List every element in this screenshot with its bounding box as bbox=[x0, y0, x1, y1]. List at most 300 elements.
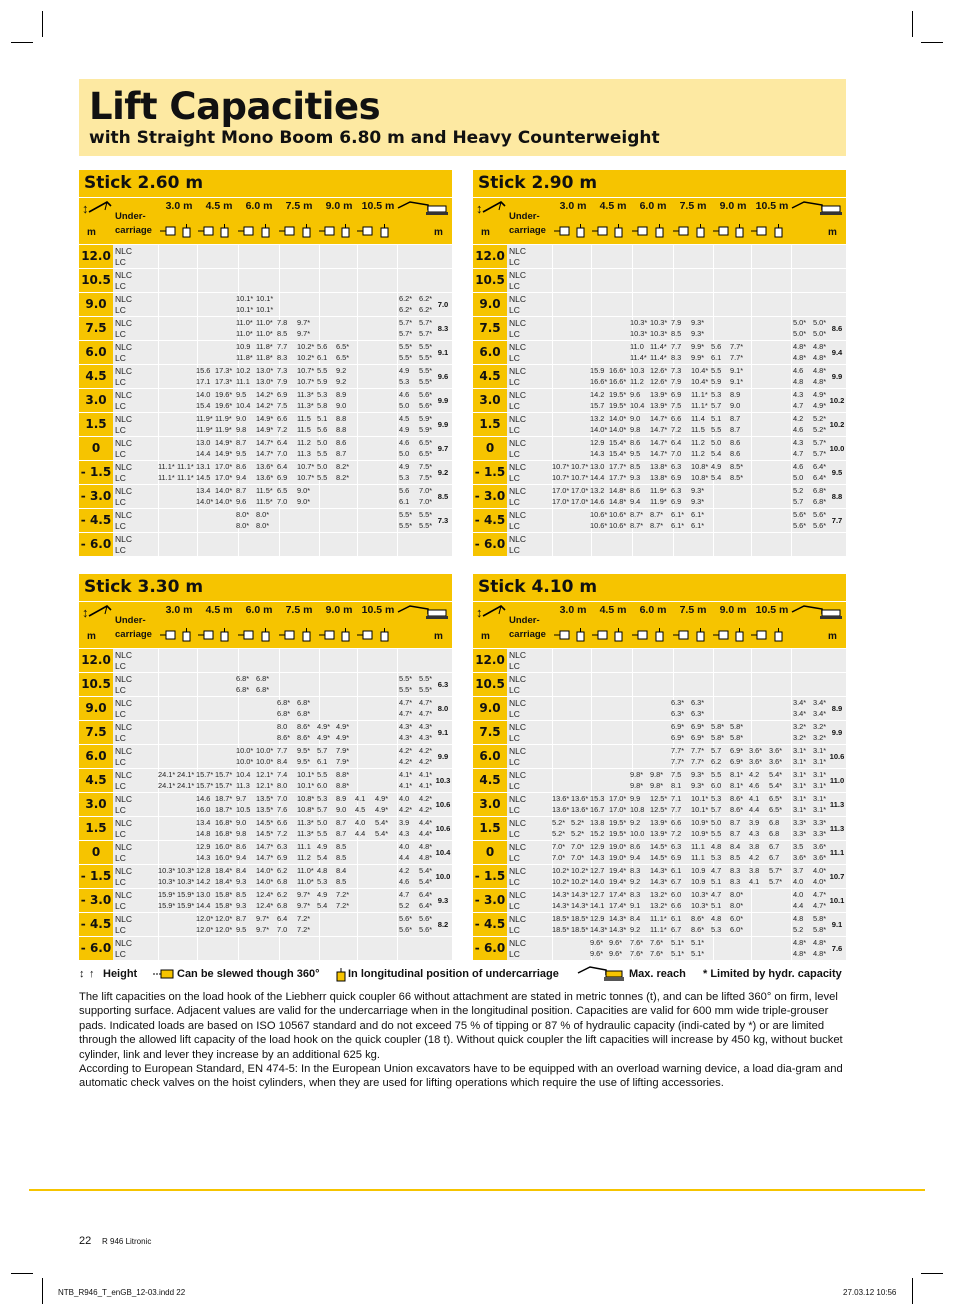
capacity-value: 9.5* bbox=[297, 757, 311, 766]
max-reach-capacity: 4.8* bbox=[419, 842, 433, 851]
max-reach-capacity: 5.5* bbox=[419, 342, 433, 351]
column-divider bbox=[397, 649, 398, 673]
max-reach-capacity: 3.5 bbox=[793, 842, 804, 851]
table-row bbox=[473, 292, 846, 316]
capacity-value: 11.8* bbox=[256, 342, 273, 351]
max-reach-capacity: 6.4* bbox=[419, 890, 433, 899]
capacity-value: 17.3* bbox=[215, 366, 233, 375]
column-divider bbox=[279, 509, 280, 533]
max-reach-capacity: 5.0* bbox=[813, 318, 827, 327]
unit-label: m bbox=[481, 227, 490, 238]
capacity-value: 5.7* bbox=[769, 866, 783, 875]
capacity-value: 15.4* bbox=[609, 438, 627, 447]
capacity-value: 10.1* bbox=[256, 294, 274, 303]
capacity-value: 7.0 bbox=[277, 794, 288, 803]
column-divider bbox=[357, 649, 358, 673]
capacity-value: 4.9* bbox=[317, 722, 331, 731]
capacity-value: 9.0* bbox=[297, 497, 311, 506]
radius-header: 7.5 m bbox=[679, 604, 707, 616]
max-reach-capacity: 4.7* bbox=[419, 698, 433, 707]
capacity-value: 6.3 bbox=[277, 842, 288, 851]
max-reach-capacity: 5.5* bbox=[399, 510, 413, 519]
capacity-value: 4.4 bbox=[355, 829, 366, 838]
capacity-value: 6.4 bbox=[277, 914, 288, 923]
column-divider bbox=[791, 485, 792, 509]
max-reach-capacity: 3.6* bbox=[813, 842, 827, 851]
max-reach-capacity: 5.6* bbox=[419, 390, 433, 399]
capacity-value: 7.7 bbox=[671, 342, 682, 351]
column-divider bbox=[197, 341, 198, 365]
max-reach-value: 10.3 bbox=[435, 776, 451, 785]
max-reach-value: 8.2 bbox=[437, 920, 449, 929]
table-row bbox=[79, 936, 452, 960]
radius-header: 10.5 m bbox=[361, 604, 395, 616]
column-divider bbox=[552, 769, 553, 793]
capacity-value: 14.3* bbox=[650, 866, 668, 875]
capacity-value: 9.6* bbox=[590, 949, 604, 958]
column-divider bbox=[397, 889, 398, 913]
undercarriage-label-line1: Under- bbox=[509, 211, 540, 222]
column-divider bbox=[319, 533, 320, 557]
capacity-value: 14.4 bbox=[196, 449, 211, 458]
column-divider bbox=[158, 317, 159, 341]
capacity-value: 7.6 bbox=[277, 805, 288, 814]
capacity-value: 14.2* bbox=[256, 390, 274, 399]
capacity-value: 4.5 bbox=[355, 805, 366, 814]
height-value: - 6.0 bbox=[79, 533, 113, 556]
capacity-value: 5.5 bbox=[317, 770, 328, 779]
max-reach-capacity: 5.7* bbox=[419, 318, 433, 327]
capacity-value: 8.8* bbox=[336, 781, 350, 790]
capacity-value: 6.0* bbox=[730, 925, 744, 934]
undercarriage-nlc: NLC bbox=[509, 486, 527, 496]
capacity-value: 9.0 bbox=[630, 414, 641, 423]
capacity-value: 10.4* bbox=[691, 377, 709, 386]
capacity-value: 19.6* bbox=[215, 390, 233, 399]
capacity-value: 7.7* bbox=[671, 757, 685, 766]
max-reach-value: 11.0 bbox=[829, 776, 845, 785]
undercarriage-nlc: NLC bbox=[115, 722, 133, 732]
undercarriage-lc: LC bbox=[509, 709, 520, 719]
capacity-value: 5.1* bbox=[691, 938, 705, 947]
capacity-value: 11.8* bbox=[256, 353, 273, 362]
max-reach-capacity: 4.3 bbox=[793, 390, 804, 399]
column-divider bbox=[158, 509, 159, 533]
undercarriage-lc: LC bbox=[115, 353, 126, 363]
slew-icon bbox=[279, 628, 295, 642]
capacity-value: 18.5* bbox=[571, 925, 589, 934]
capacity-value: 9.1* bbox=[730, 366, 744, 375]
capacity-value: 13.6* bbox=[571, 805, 589, 814]
column-divider bbox=[791, 365, 792, 389]
height-value: - 3.0 bbox=[79, 889, 113, 912]
undercarriage-lc: LC bbox=[509, 497, 520, 507]
column-divider bbox=[279, 245, 280, 269]
max-reach-capacity: 3.3* bbox=[793, 829, 807, 838]
height-value: - 6.0 bbox=[473, 937, 507, 960]
capacity-value: 9.4 bbox=[236, 853, 247, 862]
max-reach-capacity: 5.9* bbox=[419, 414, 433, 423]
capacity-value: 10.4 bbox=[630, 401, 645, 410]
max-reach-capacity: 5.4* bbox=[419, 866, 433, 875]
column-divider bbox=[591, 721, 592, 745]
column-divider bbox=[791, 649, 792, 673]
column-divider bbox=[357, 413, 358, 437]
max-reach-value: 10.1 bbox=[829, 896, 845, 905]
capacity-value: 8.9 bbox=[336, 390, 347, 399]
capacity-value: 10.6* bbox=[609, 510, 627, 519]
undercarriage-lc: LC bbox=[509, 449, 520, 459]
capacity-value: 11.3 bbox=[236, 781, 250, 790]
height-value: 6.0 bbox=[79, 341, 113, 364]
column-divider bbox=[751, 365, 752, 389]
column-divider bbox=[552, 745, 553, 769]
max-reach-value bbox=[828, 293, 846, 317]
capacity-value: 11.0* bbox=[297, 877, 314, 886]
column-divider bbox=[673, 245, 674, 269]
max-reach-capacity: 4.8* bbox=[813, 342, 827, 351]
longitudinal-icon bbox=[771, 628, 787, 642]
table-row bbox=[473, 720, 846, 744]
column-divider bbox=[751, 697, 752, 721]
capacity-value: 14.7* bbox=[256, 842, 274, 851]
column-divider bbox=[158, 341, 159, 365]
capacity-value: 6.8 bbox=[769, 829, 780, 838]
capacity-value: 6.1 bbox=[317, 757, 328, 766]
column-divider bbox=[791, 389, 792, 413]
max-reach-capacity: 5.3 bbox=[399, 473, 410, 482]
capacity-value: 7.0 bbox=[277, 449, 288, 458]
capacity-value: 9.8 bbox=[236, 829, 247, 838]
max-reach-capacity: 7.0* bbox=[419, 497, 433, 506]
capacity-value: 14.9* bbox=[256, 414, 274, 423]
longitudinal-icon bbox=[336, 968, 346, 985]
capacity-value: 18.7* bbox=[215, 805, 233, 814]
capacity-value: 15.7* bbox=[215, 770, 233, 779]
column-divider bbox=[357, 269, 358, 293]
max-reach-capacity: 5.6* bbox=[813, 521, 827, 530]
max-reach-capacity: 4.9 bbox=[399, 366, 410, 375]
capacity-value: 9.4 bbox=[630, 853, 641, 862]
column-divider bbox=[751, 533, 752, 557]
capacity-value: 8.5 bbox=[630, 462, 641, 471]
capacity-value: 10.6* bbox=[609, 521, 627, 530]
undercarriage-lc: LC bbox=[115, 661, 126, 671]
column-divider bbox=[791, 533, 792, 557]
table-header bbox=[473, 198, 846, 244]
capacity-value: 14.0* bbox=[609, 425, 627, 434]
table-row bbox=[473, 436, 846, 460]
capacity-value: 8.1* bbox=[730, 770, 744, 779]
capacity-value: 15.4* bbox=[609, 449, 627, 458]
capacity-value: 14.0* bbox=[215, 486, 233, 495]
undercarriage-label bbox=[115, 210, 152, 238]
capacity-value: 5.5 bbox=[317, 366, 328, 375]
capacity-value: 17.0* bbox=[552, 486, 570, 495]
column-divider bbox=[751, 937, 752, 961]
crop-mark bbox=[42, 11, 43, 37]
max-reach-value: 9.5 bbox=[831, 468, 843, 477]
table-row bbox=[79, 864, 452, 888]
table-row bbox=[79, 484, 452, 508]
capacity-value: 4.1 bbox=[355, 794, 366, 803]
panel-title: Stick 3.30 m bbox=[79, 574, 452, 601]
max-reach-capacity: 4.8* bbox=[419, 853, 433, 862]
radius-header: 9.0 m bbox=[325, 200, 353, 212]
height-value: - 4.5 bbox=[79, 509, 113, 532]
max-reach-capacity: 4.0 bbox=[793, 877, 804, 886]
capacity-value: 14.7* bbox=[650, 438, 668, 447]
column-divider bbox=[632, 293, 633, 317]
longitudinal-icon bbox=[299, 628, 315, 642]
capacity-value: 17.7* bbox=[609, 473, 627, 482]
capacity-value: 8.7* bbox=[630, 521, 644, 530]
column-divider bbox=[591, 745, 592, 769]
capacity-value: 14.7* bbox=[650, 449, 668, 458]
max-reach-capacity: 5.5* bbox=[419, 674, 433, 683]
column-divider bbox=[197, 649, 198, 673]
max-reach-capacity: 4.4 bbox=[399, 853, 410, 862]
capacity-value: 5.4* bbox=[769, 770, 783, 779]
height-value: 3.0 bbox=[473, 793, 507, 816]
capacity-value: 13.0* bbox=[256, 377, 274, 386]
column-divider bbox=[552, 649, 553, 673]
capacity-value: 6.8* bbox=[256, 674, 270, 683]
capacity-value: 8.3 bbox=[277, 353, 288, 362]
max-reach-capacity: 5.6* bbox=[399, 925, 413, 934]
capacity-value: 5.1* bbox=[691, 949, 705, 958]
capacity-value: 10.7* bbox=[552, 473, 570, 482]
undercarriage-nlc: NLC bbox=[509, 746, 527, 756]
capacity-value: 5.1 bbox=[317, 414, 328, 423]
capacity-value: 6.3* bbox=[671, 698, 685, 707]
lift-table-panel bbox=[473, 574, 846, 960]
slew-icon bbox=[673, 628, 689, 642]
capacity-value: 13.9* bbox=[650, 829, 668, 838]
capacity-value: 24.1* bbox=[158, 781, 176, 790]
undercarriage-label-line2: carriage bbox=[115, 629, 152, 640]
undercarriage-lc: LC bbox=[509, 661, 520, 671]
undercarriage-lc: LC bbox=[115, 829, 126, 839]
capacity-value: 8.7 bbox=[236, 438, 247, 447]
column-divider bbox=[279, 937, 280, 961]
capacity-value: 10.0* bbox=[236, 746, 254, 755]
column-divider bbox=[197, 697, 198, 721]
longitudinal-icon bbox=[652, 224, 668, 238]
capacity-value: 9.0 bbox=[236, 818, 247, 827]
capacity-value: 9.2 bbox=[630, 818, 641, 827]
max-reach-capacity: 5.2 bbox=[793, 925, 804, 934]
capacity-value: 6.6 bbox=[671, 414, 682, 423]
slew-icon bbox=[751, 628, 767, 642]
max-reach-capacity: 3.1* bbox=[793, 781, 807, 790]
max-reach-capacity: 5.7* bbox=[399, 318, 413, 327]
undercarriage-label-line2: carriage bbox=[509, 629, 546, 640]
capacity-value: 6.9* bbox=[671, 733, 685, 742]
undercarriage-label-line2: carriage bbox=[115, 225, 152, 236]
capacity-value: 13.6* bbox=[552, 794, 570, 803]
radius-header: 3.0 m bbox=[165, 604, 193, 616]
capacity-value: 14.3* bbox=[571, 901, 589, 910]
capacity-value: 8.6* bbox=[297, 733, 311, 742]
slew-icon bbox=[160, 224, 176, 238]
column-divider bbox=[238, 697, 239, 721]
column-divider bbox=[713, 937, 714, 961]
max-reach-value: 9.7 bbox=[437, 444, 449, 453]
slew-icon bbox=[198, 628, 214, 642]
capacity-value: 9.5 bbox=[236, 390, 247, 399]
capacity-value: 5.4 bbox=[317, 853, 328, 862]
capacity-value: 5.1 bbox=[711, 901, 722, 910]
column-divider bbox=[397, 937, 398, 961]
capacity-value: 5.4* bbox=[769, 781, 783, 790]
capacity-value: 8.0 bbox=[277, 781, 288, 790]
column-divider bbox=[357, 341, 358, 365]
column-divider bbox=[397, 461, 398, 485]
column-divider bbox=[713, 293, 714, 317]
max-reach-value: 9.1 bbox=[437, 728, 449, 737]
longitudinal-icon bbox=[377, 628, 393, 642]
table-row bbox=[473, 936, 846, 960]
column-divider bbox=[319, 317, 320, 341]
undercarriage-lc: LC bbox=[509, 377, 520, 387]
max-reach-capacity: 6.4* bbox=[813, 462, 827, 471]
capacity-value: 8.9 bbox=[730, 390, 741, 399]
column-divider bbox=[158, 649, 159, 673]
capacity-value: 8.7* bbox=[650, 510, 664, 519]
capacity-value: 7.9* bbox=[336, 757, 350, 766]
column-divider bbox=[552, 269, 553, 293]
column-divider bbox=[751, 913, 752, 937]
height-value: 4.5 bbox=[79, 365, 113, 388]
longitudinal-icon bbox=[732, 628, 748, 642]
capacity-value: 11.5 bbox=[691, 425, 705, 434]
capacity-value: 9.3* bbox=[691, 770, 705, 779]
capacity-value: 8.6 bbox=[336, 438, 347, 447]
capacity-value: 13.1 bbox=[196, 462, 211, 471]
capacity-value: 5.0 bbox=[711, 438, 722, 447]
capacity-value: 10.3* bbox=[158, 877, 176, 886]
max-reach-capacity: 5.0* bbox=[813, 329, 827, 338]
undercarriage-lc: LC bbox=[509, 829, 520, 839]
max-reach-capacity: 5.5* bbox=[419, 685, 433, 694]
undercarriage-lc: LC bbox=[115, 449, 126, 459]
max-reach-capacity: 5.2* bbox=[813, 425, 827, 434]
column-divider bbox=[158, 365, 159, 389]
capacity-value: 4.8 bbox=[317, 866, 328, 875]
column-divider bbox=[791, 721, 792, 745]
undercarriage-nlc: NLC bbox=[509, 842, 527, 852]
column-divider bbox=[319, 937, 320, 961]
column-divider bbox=[552, 437, 553, 461]
table-row bbox=[473, 244, 846, 268]
capacity-value: 7.2 bbox=[671, 829, 682, 838]
capacity-value: 6.6 bbox=[277, 818, 288, 827]
table-body bbox=[79, 244, 452, 556]
max-reach-capacity: 3.4* bbox=[793, 709, 807, 718]
column-divider bbox=[552, 341, 553, 365]
capacity-value: 13.0 bbox=[196, 438, 211, 447]
capacity-value: 14.0* bbox=[256, 877, 274, 886]
column-divider bbox=[197, 533, 198, 557]
capacity-value: 13.6* bbox=[256, 473, 274, 482]
column-divider bbox=[357, 293, 358, 317]
max-reach-capacity: 6.2* bbox=[399, 294, 413, 303]
capacity-value: 11.4* bbox=[650, 342, 667, 351]
capacity-value: 14.3* bbox=[609, 914, 627, 923]
column-divider bbox=[197, 937, 198, 961]
legend-longitudinal: In longitudinal position of undercarriage bbox=[348, 968, 559, 980]
capacity-value: 9.6 bbox=[630, 390, 641, 399]
table-row bbox=[79, 412, 452, 436]
column-divider bbox=[158, 245, 159, 269]
capacity-value: 8.2* bbox=[336, 462, 350, 471]
table-row bbox=[79, 696, 452, 720]
capacity-value: 10.4 bbox=[236, 401, 251, 410]
capacity-value: 16.8* bbox=[215, 829, 233, 838]
capacity-value: 17.0* bbox=[609, 805, 627, 814]
capacity-value: 8.5 bbox=[336, 842, 347, 851]
max-reach-capacity: 4.0* bbox=[813, 877, 827, 886]
capacity-value: 6.8* bbox=[236, 685, 250, 694]
capacity-value: 8.7* bbox=[650, 521, 664, 530]
slew-icon bbox=[751, 224, 767, 238]
undercarriage-nlc: NLC bbox=[509, 674, 527, 684]
column-divider bbox=[397, 721, 398, 745]
capacity-value: 8.6* bbox=[691, 914, 705, 923]
column-divider bbox=[397, 317, 398, 341]
max-reach-capacity: 3.4* bbox=[813, 698, 827, 707]
column-divider bbox=[791, 437, 792, 461]
undercarriage-lc: LC bbox=[115, 401, 126, 411]
page-subtitle: with Straight Mono Boom 6.80 m and Heavy Counterweight bbox=[89, 128, 660, 148]
capacity-value: 4.2 bbox=[749, 770, 760, 779]
column-divider bbox=[158, 793, 159, 817]
capacity-value: 18.4* bbox=[215, 866, 233, 875]
undercarriage-nlc: NLC bbox=[115, 246, 133, 256]
capacity-value: 6.9* bbox=[691, 733, 705, 742]
capacity-value: 16.0 bbox=[196, 805, 211, 814]
capacity-value: 5.5 bbox=[711, 829, 722, 838]
max-reach-capacity: 3.2* bbox=[813, 733, 827, 742]
capacity-value: 15.9* bbox=[158, 890, 176, 899]
capacity-value: 5.4 bbox=[317, 901, 328, 910]
table-row bbox=[79, 364, 452, 388]
column-divider bbox=[791, 769, 792, 793]
excavator-reach-icon bbox=[576, 964, 626, 985]
capacity-value: 4.7 bbox=[711, 890, 722, 899]
capacity-value: 24.1* bbox=[158, 770, 176, 779]
column-divider bbox=[552, 317, 553, 341]
legend-max-reach: Max. reach bbox=[629, 968, 686, 980]
longitudinal-icon bbox=[377, 224, 393, 238]
capacity-value: 8.7 bbox=[336, 829, 347, 838]
capacity-value: 14.3 bbox=[196, 853, 211, 862]
capacity-value: 14.5* bbox=[256, 829, 274, 838]
max-reach-capacity: 5.2 bbox=[399, 901, 410, 910]
capacity-value: 14.3* bbox=[552, 901, 570, 910]
capacity-value: 10.3* bbox=[177, 866, 195, 875]
capacity-value: 5.0 bbox=[711, 818, 722, 827]
capacity-value: 4.0 bbox=[355, 818, 366, 827]
capacity-value: 9.2 bbox=[630, 877, 641, 886]
max-reach-capacity: 6.2* bbox=[399, 305, 413, 314]
capacity-value: 14.5* bbox=[650, 842, 668, 851]
max-reach-capacity: 5.2 bbox=[793, 486, 804, 495]
max-reach-capacity: 3.3* bbox=[813, 818, 827, 827]
table-body bbox=[473, 244, 846, 556]
capacity-value: 5.3 bbox=[711, 853, 722, 862]
